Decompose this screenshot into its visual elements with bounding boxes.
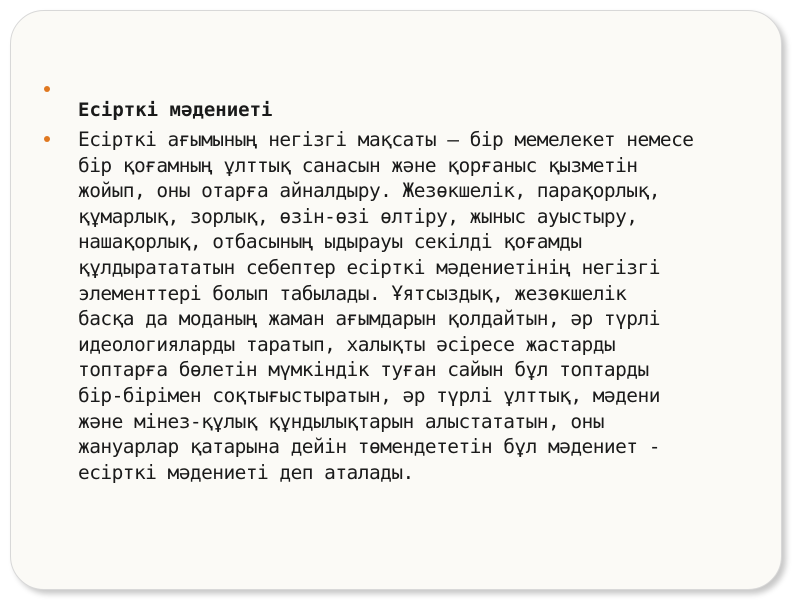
empty-bullet-item	[44, 76, 764, 98]
paragraph-line: элементтері болып табылады. Ұятсыздық, жезөкшелік	[78, 281, 627, 305]
bullet-dot-icon	[44, 136, 50, 142]
paragraph-line: құмарлық, зорлық, өзін-өзі өлтіру, жыныс ауыстыру,	[78, 204, 638, 228]
paragraph-line: басқа да моданың жаман ағымдарын қолдайтын, әр түрлі	[78, 307, 660, 331]
paragraph-line: идеологияларды таратып, халықты әсіресе жастарды	[78, 332, 616, 356]
paragraph-line: нашақорлық, отбасының ыдырауы секілді қоғамды	[78, 230, 582, 254]
paragraph-line: есірткі мәдениеті деп аталады.	[78, 460, 414, 484]
paragraph-line: жануарлар қатарына дейін төмендететін бұл мәдениет -	[78, 435, 660, 459]
paragraph-line: топтарға бөлетін мүмкіндік туған сайын бұл топтарды	[78, 358, 649, 382]
paragraph-line: құлдыратататын себептер есірткі мәдениетінің негізгі	[78, 255, 660, 279]
slide-heading: Есірткі мәдениеті	[78, 99, 273, 121]
paragraph-line: Есірткі ағымының негізгі мақсаты – бір мемелекет немесе	[78, 128, 694, 151]
paragraph-line: бір қоғамның ұлттық санасын және қорғаныс қызметін	[78, 153, 638, 177]
bullet-dot-icon	[44, 86, 50, 92]
paragraph-line: және мінез-құлық құндылықтарын алыстататын, оны	[78, 409, 604, 433]
paragraph-bullet-item	[44, 127, 764, 485]
paragraph-line: жойып, оны отарға айналдыру. Жезөкшелік, парақорлық,	[78, 179, 660, 203]
slide-content	[44, 76, 764, 485]
paragraph-line: бір-бірімен соқтығыстыратын, әр түрлі ұлттық, мәдени	[78, 383, 660, 407]
paragraph-text	[78, 127, 764, 485]
